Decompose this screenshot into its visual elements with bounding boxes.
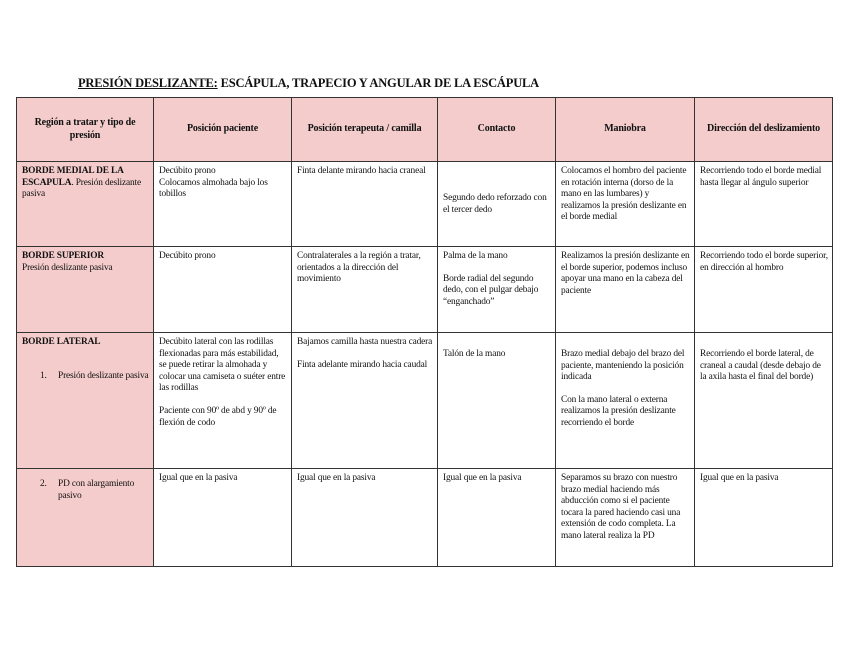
region-title: BORDE LATERAL — [22, 337, 101, 347]
cell-text: Palma de la mano — [443, 251, 508, 261]
cell-text: Igual que en la pasiva — [297, 473, 376, 483]
cell-text: Contralaterales a la región a tratar, orientados a la dirección del movimiento — [297, 251, 421, 285]
therapist-cell — [292, 247, 438, 333]
item-text: PD con alargamiento pasivo — [58, 479, 135, 501]
header-therapist-position: Posición terapeuta / camilla — [292, 98, 438, 162]
maneuver-cell — [556, 247, 695, 333]
contact-cell — [438, 247, 556, 333]
direction-cell — [695, 333, 833, 469]
cell-text: Igual que en la pasiva — [700, 473, 779, 483]
cell-text: Decúbito prono — [159, 251, 216, 261]
maneuver-cell — [556, 469, 695, 567]
numbered-item — [22, 371, 149, 383]
technique-table — [16, 97, 833, 567]
contact-cell — [438, 333, 556, 469]
document-title — [78, 76, 539, 91]
direction-cell — [695, 162, 833, 247]
cell-text: Paciente con 90º de abd y 90º de flexión de codo — [159, 405, 277, 428]
table-row — [17, 247, 833, 333]
cell-text: Talón de la mano — [443, 349, 506, 359]
cell-text: Segundo dedo reforzado con el tercer dedo — [443, 193, 547, 215]
region-cell — [17, 162, 154, 247]
item-number: 1. — [40, 370, 47, 381]
header-row — [17, 98, 833, 162]
maneuver-cell — [556, 333, 695, 469]
region-cell — [17, 247, 154, 333]
region-title: BORDE MEDIAL DE LA ESCAPULA — [22, 166, 124, 188]
cell-text: Recorriendo todo el borde medial hasta llegar al ángulo superior — [700, 166, 822, 188]
header-maneuver: Maniobra — [556, 98, 695, 162]
cell-text: Brazo medial debajo del brazo del paciente, manteniendo la posición indicada — [561, 349, 685, 383]
cell-text: Decúbito lateral con las rodillas flexionadas para más estabilidad, se puede retirar la almohada y colocar una camiseta o suéter entre las rodillas — [159, 337, 286, 394]
contact-cell — [438, 162, 556, 247]
item-text: Presión deslizante pasiva — [58, 370, 149, 381]
therapist-cell — [292, 469, 438, 567]
cell-text: Borde radial del segundo dedo, con el pulgar debajo “enganchado” — [443, 273, 539, 307]
patient-cell — [154, 162, 292, 247]
table-row — [17, 469, 833, 567]
cell-text: Colocamos el hombro del paciente en rotación interna (dorso de la mano en las lumbares) y realizamos la presión deslizante en el borde medial — [561, 166, 687, 223]
region-title: BORDE SUPERIOR — [22, 251, 105, 261]
header-direction: Dirección del deslizamiento — [695, 98, 833, 162]
header-contact: Contacto — [438, 98, 556, 162]
header-patient-position: Posición paciente — [154, 98, 292, 162]
patient-cell — [154, 333, 292, 469]
cell-text: Finta adelante mirando hacia caudal — [297, 359, 428, 370]
direction-cell — [695, 469, 833, 567]
direction-cell — [695, 247, 833, 333]
cell-text: Recorriendo el borde lateral, de craneal a caudal (desde debajo de la axila hasta el final del borde) — [700, 349, 821, 383]
cell-text: Realizamos la presión deslizante en el borde superior, podemos incluso apoyar una mano en la cabeza del paciente — [561, 251, 690, 296]
cell-text: Bajamos camilla hasta nuestra cadera — [297, 337, 433, 347]
cell-text: Igual que en la pasiva — [159, 473, 238, 483]
cell-text: Separamos su brazo con nuestro brazo medial haciendo más abducción como si el paciente tocara la pared haciendo casi una extensión de codo completa. La mano lateral realiza la PD — [561, 473, 681, 541]
table-row — [17, 162, 833, 247]
header-region: Región a tratar y tipo de presión — [17, 98, 154, 162]
cell-text: Decúbito prono — [159, 166, 216, 176]
title-underlined: PRESIÓN DESLIZANTE: — [78, 76, 218, 90]
contact-cell — [438, 469, 556, 567]
therapist-cell — [292, 162, 438, 247]
cell-text: Finta delante mirando hacia craneal — [297, 166, 426, 176]
region-cell — [17, 469, 154, 567]
region-cell — [17, 333, 154, 469]
item-number: 2. — [40, 479, 47, 489]
patient-cell — [154, 469, 292, 567]
cell-text: Igual que en la pasiva — [443, 473, 522, 483]
cell-text: Con la mano lateral o externa realizamos la presión deslizante recorriendo el borde — [561, 394, 676, 428]
region-subtitle: . Presión deslizante pasiva — [22, 177, 141, 200]
table-row — [17, 333, 833, 469]
patient-cell — [154, 247, 292, 333]
therapist-cell — [292, 333, 438, 469]
cell-text: Colocamos almohada bajo los tobillos — [159, 177, 268, 200]
cell-text: Recorriendo todo el borde superior, en dirección al hombro — [700, 251, 828, 273]
title-rest: ESCÁPULA, TRAPECIO Y ANGULAR DE LA ESCÁPULA — [217, 76, 539, 90]
region-subtitle: Presión deslizante pasiva — [22, 262, 113, 273]
numbered-item — [22, 479, 149, 502]
maneuver-cell — [556, 162, 695, 247]
